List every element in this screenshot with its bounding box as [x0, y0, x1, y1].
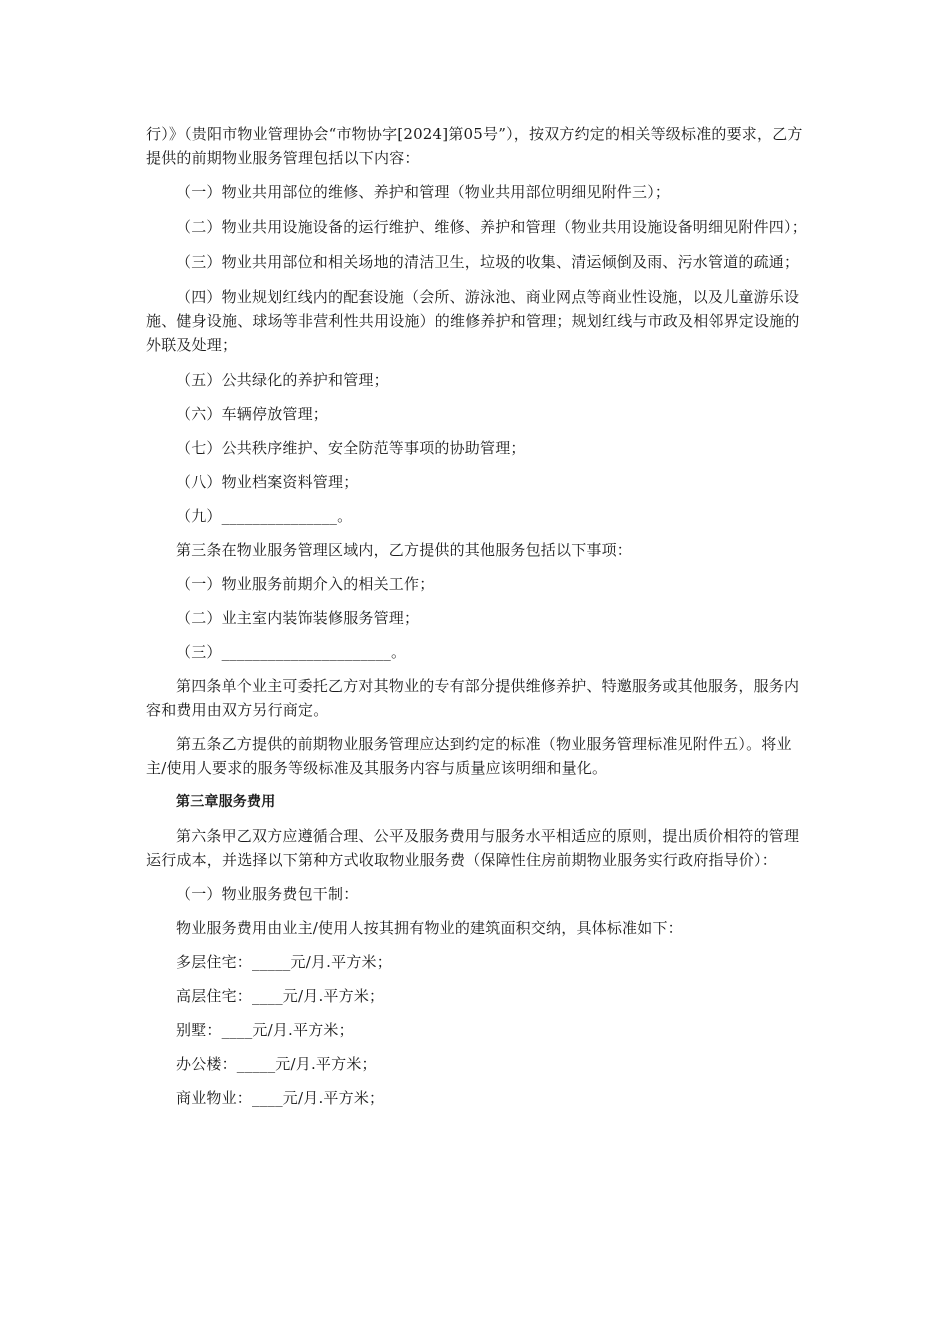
paragraph-continuation: 行）》（贵阳市物业管理协会“市物协字[2024]第05号”），按双方约定的相关等级标准的要求，乙方提供的前期物业服务管理包括以下内容： — [146, 125, 803, 167]
list-item: （八）物业档案资料管理； — [176, 473, 359, 491]
list-item: （二）物业共用设施设备的运行维护、维修、养护和管理（物业共用设施设备明细见附件四）； — [176, 218, 807, 236]
fee-line: 别墅：____元/月.平方米； — [176, 1021, 354, 1039]
chapter-heading: 第三章服务费用 — [176, 794, 276, 810]
list-item: （五）公共绿化的养护和管理； — [176, 371, 389, 389]
article-paragraph: 第四条单个业主可委托乙方对其物业的专有部分提供维修养护、特邀服务或其他服务，服务内容和费用由双方另行商定。 — [146, 677, 800, 719]
list-item: （三）______________________。 — [176, 643, 407, 661]
fee-line: 办公楼：_____元/月.平方米； — [176, 1055, 377, 1073]
list-item: （一）物业共用部位的维修、养护和管理（物业共用部位明细见附件三）； — [176, 183, 671, 201]
list-item: （七）公共秩序维护、安全防范等事项的协助管理； — [176, 439, 526, 457]
article-paragraph: 第三条在物业服务管理区域内，乙方提供的其他服务包括以下事项： — [176, 541, 633, 559]
list-item: （九）_______________。 — [176, 507, 353, 525]
list-item: （三）物业共用部位和相关场地的清洁卫生，垃圾的收集、清运倾倒及雨、污水管道的疏通； — [176, 253, 800, 271]
list-item: （一）物业服务费包干制： — [176, 885, 359, 903]
article-paragraph: 第五条乙方提供的前期物业服务管理应达到约定的标准（物业服务管理标准见附件五）。将业主/使用人要求的服务等级标准及其服务内容与质量应该明细和量化。 — [146, 735, 792, 777]
list-item: （二）业主室内装饰装修服务管理； — [176, 609, 420, 627]
list-item: （四）物业规划红线内的配套设施（会所、游泳池、商业网点等商业性设施，以及儿童游乐设施、健身设施、球场等非营利性共用设施）的维修养护和管理；规划红线与市政及相邻界定设施的外联及处理； — [146, 288, 800, 354]
fee-line: 商业物业：____元/月.平方米； — [176, 1089, 385, 1107]
document-body — [146, 122, 811, 1120]
list-item: （六）车辆停放管理； — [176, 405, 329, 423]
body-paragraph: 物业服务费用由业主/使用人按其拥有物业的建筑面积交纳，具体标准如下： — [176, 919, 683, 937]
list-item: （一）物业服务前期介入的相关工作； — [176, 575, 435, 593]
fee-line: 高层住宅：____元/月.平方米； — [176, 987, 385, 1005]
article-paragraph: 第六条甲乙双方应遵循合理、公平及服务费用与服务水平相适应的原则，提出质价相符的管理运行成本，并选择以下第种方式收取物业服务费（保障性住房前期物业服务实行政府指导价）： — [146, 827, 800, 869]
fee-line: 多层住宅：_____元/月.平方米； — [176, 953, 392, 971]
